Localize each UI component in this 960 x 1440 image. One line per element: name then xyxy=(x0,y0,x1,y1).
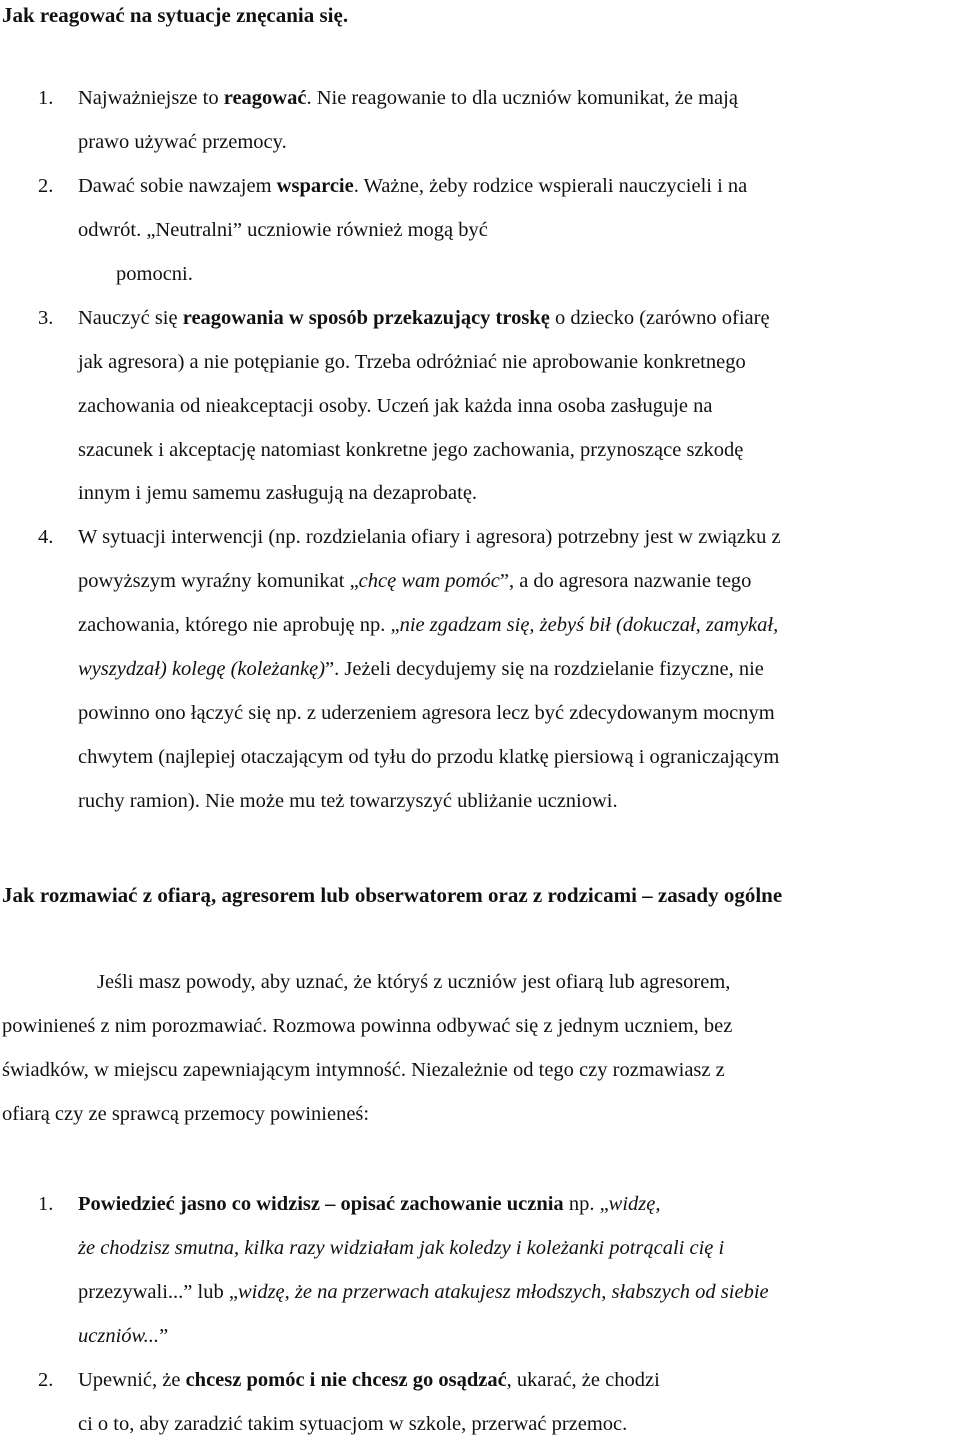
section-heading: Jak rozmawiać z ofiarą, agresorem lub obserwatorem oraz z rodzicami – zasady ogólne xyxy=(2,883,783,907)
text-run: Powiedzieć jasno co widzisz – opisać zachowanie ucznia xyxy=(78,1193,564,1215)
text-run: reagowania w sposób przekazujący troskę xyxy=(182,307,550,329)
list-number: 2. xyxy=(38,175,54,197)
text-run: przezywali... xyxy=(78,1281,184,1303)
list-item-line xyxy=(78,348,746,376)
text-run: np. „ xyxy=(563,1193,609,1215)
text-run: ”. Jeżeli decydujemy się na rozdzielanie fizyczne, nie xyxy=(325,658,764,680)
document-title: Jak reagować na sytuacje znęcania się. xyxy=(2,3,349,27)
text-run: świadków, w miejscu zapewniającym intymność. Niezależnie od tego czy rozmawiasz z xyxy=(2,1059,725,1081)
text-run: jak agresora) a nie potępianie go. Trzeba odróżniać nie aprobowanie konkretnego xyxy=(78,351,746,373)
paragraph-line xyxy=(97,968,730,996)
text-run: wyszydzał) kolegę (koleżankę) xyxy=(78,658,326,680)
paragraph-line xyxy=(2,1100,369,1128)
text-run: widzę, że na przerwach atakujesz młodszych, słabszych od siebie xyxy=(237,1281,769,1303)
list-item-line xyxy=(78,743,779,771)
text-run: ” xyxy=(159,1325,169,1347)
list-item-line xyxy=(78,1366,660,1394)
list-item-line xyxy=(78,567,751,595)
paragraph-line xyxy=(2,1012,732,1040)
text-run: nie zgadzam się, żebyś bił (dokuczał, zamykał, xyxy=(399,614,779,636)
list-item-line xyxy=(78,128,287,156)
text-run: W sytuacji interwencji (np. rozdzielania ofiary i agresora) potrzebny jest w związku z xyxy=(78,526,781,548)
list-item-line xyxy=(78,1234,724,1262)
text-run: powinieneś z nim porozmawiać. Rozmowa powinna odbywać się z jednym uczniem, bez xyxy=(2,1015,733,1037)
text-run: innym i jemu samemu zasługują na dezaprobatę. xyxy=(78,482,478,504)
text-run: ruchy ramion). Nie może mu też towarzyszyć ubliżanie uczniowi. xyxy=(78,790,618,812)
text-run: Najważniejsze to xyxy=(78,87,224,109)
list-item-line xyxy=(78,523,781,551)
text-run: . Ważne, żeby rodzice wspierali nauczycieli i na xyxy=(353,175,748,197)
text-run: ”, a do agresora nazwanie tego xyxy=(499,570,752,592)
list-item-line xyxy=(78,1278,769,1306)
text-run: reagować xyxy=(223,87,307,109)
list-item-line xyxy=(116,260,193,288)
text-run: . Nie reagowanie to dla uczniów komunikat, że mają xyxy=(306,87,738,109)
text-run: zachowania od nieakceptacji osoby. Uczeń jak każda inna osoba zasługuje na xyxy=(78,395,713,417)
text-run: odwrót. „Neutralni” uczniowie również mogą być xyxy=(78,219,488,241)
list-item-line xyxy=(78,787,618,815)
list-number: 1. xyxy=(38,1193,54,1215)
text-run: widzę, xyxy=(608,1193,661,1215)
text-run: zachowania, którego nie aprobuję np. „ xyxy=(78,614,400,636)
list-item-line xyxy=(78,655,764,683)
text-run: ” lub „ xyxy=(183,1281,238,1303)
text-run: Dawać sobie nawzajem xyxy=(78,175,277,197)
text-run: ci o to, aby zaradzić takim sytuacjom w szkole, przerwać przemoc. xyxy=(78,1413,628,1435)
text-run: powinno ono łączyć się np. z uderzeniem agresora lecz być zdecydowanym mocnym xyxy=(78,702,775,724)
text-run: chwytem (najlepiej otaczającym od tyłu do przodu klatkę piersiową i ograniczającym xyxy=(78,746,780,768)
text-run: Upewnić, że xyxy=(78,1369,186,1391)
text-run: , ukarać, że chodzi xyxy=(506,1369,660,1391)
text-run: prawo używać przemocy. xyxy=(78,131,287,153)
text-run: Nauczyć się xyxy=(78,307,183,329)
text-run: uczniów... xyxy=(78,1325,160,1347)
list-item-line xyxy=(78,1322,168,1350)
list-item-line xyxy=(78,479,477,507)
text-run: powyższym wyraźny komunikat „ xyxy=(78,570,359,592)
list-number: 4. xyxy=(38,526,54,548)
text-run: Jeśli masz powody, aby uznać, że któryś z uczniów jest ofiarą lub agresorem, xyxy=(97,971,731,993)
list-item-line xyxy=(78,611,778,639)
text-run: ofiarą czy ze sprawcą przemocy powinieneś: xyxy=(2,1103,370,1125)
list-item-line xyxy=(78,1410,627,1438)
list-number: 1. xyxy=(38,87,54,109)
list-number: 2. xyxy=(38,1369,54,1391)
text-run: szacunek i akceptację natomiast konkretne jego zachowania, przynoszące szkodę xyxy=(78,439,744,461)
list-item-line xyxy=(78,1190,661,1218)
list-item-line xyxy=(78,699,775,727)
list-item-line xyxy=(78,172,747,200)
list-item-line xyxy=(78,392,712,420)
text-run: pomocni. xyxy=(116,263,193,285)
list-item-line xyxy=(78,304,770,332)
paragraph-line xyxy=(2,1056,725,1084)
text-run: wsparcie xyxy=(276,175,354,197)
text-run: chcesz pomóc i nie chcesz go osądzać xyxy=(185,1369,507,1391)
text-run: o dziecko (zarówno ofiarę xyxy=(549,307,770,329)
list-item-line xyxy=(78,216,488,244)
list-item-line xyxy=(78,84,738,112)
text-run: chcę wam pomóc xyxy=(358,570,500,592)
list-item-line xyxy=(78,436,743,464)
text-run: że chodzisz smutna, kilka razy widziałam jak koledzy i koleżanki potrącali cię i xyxy=(78,1237,725,1259)
list-number: 3. xyxy=(38,307,54,329)
